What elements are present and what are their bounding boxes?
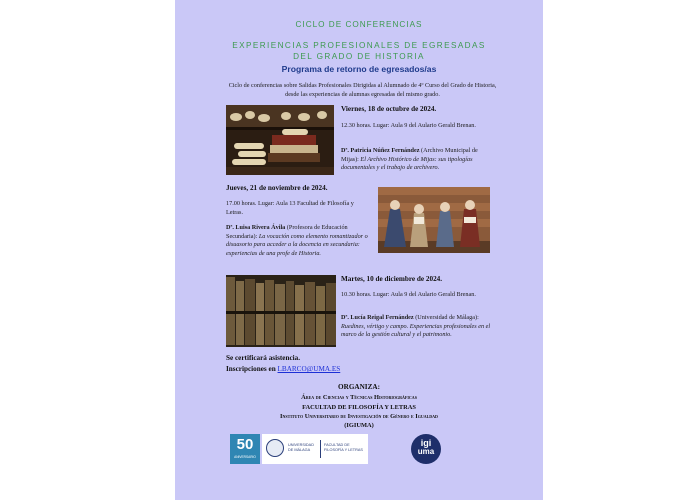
event-2-affiliation: (Profesora de Educación Secundaria):	[226, 224, 348, 240]
faculty-text-1: FACULTAD DE	[324, 443, 350, 447]
medieval-scholars-illustration	[378, 187, 490, 253]
event-2-speaker: Dª. Luisa Rivera Ávila	[226, 224, 286, 231]
registration-line	[226, 365, 340, 373]
organiza-heading: ORGANIZA:	[338, 383, 380, 391]
uma-seal-icon	[266, 439, 284, 457]
anniversary-number: 50	[236, 436, 254, 453]
title-line-1: EXPERIENCIAS PROFESIONALES DE EGRESADAS	[232, 41, 486, 50]
igiuma-line-2: uma	[417, 447, 435, 456]
event-3-speaker: Dª. Lucía Reigal Fernández	[341, 314, 414, 321]
igiuma-logo	[411, 434, 441, 464]
archive-shelves-photo	[226, 275, 336, 347]
event-2-time-place: 17.00 horas. Lugar: Aula 13 Facultad de Filosofía y Letras.	[226, 200, 354, 216]
igiuma-line-1: igi	[420, 438, 432, 448]
event-1-time-place: 12.30 horas. Lugar: Aula 9 del Aulario Gerald Brenan.	[341, 122, 476, 129]
event-3-details	[341, 314, 493, 340]
event-3-affiliation: (Universidad de Málaga):	[415, 314, 479, 321]
event-1-talk: El Archivo Histórico de Mijas: sus tipologías documentales y el trabajo de archivero.	[341, 155, 473, 172]
event-2-details	[226, 224, 371, 258]
event-1-date: Viernes, 18 de octubre de 2024.	[341, 105, 437, 113]
anniversary-50-logo	[230, 434, 260, 464]
registration-email-link[interactable]: LBARCO@UMA.ES	[277, 365, 341, 373]
event-1-speaker: Dª. Patricia Núñez Fernández	[341, 147, 420, 154]
title-line-2: DEL GRADO DE HISTORIA	[293, 52, 425, 61]
logo-divider	[320, 440, 321, 458]
poster	[175, 0, 543, 500]
organizer-area: Área de Ciencias y Técnicas Historiográficas	[301, 394, 417, 401]
event-2-talk: La vocación como elemento romantizador o disuasorio para acceder a la docencia en secundaria: experiencias de una profe de Historia.	[226, 232, 368, 257]
event-3-time-place: 10.30 horas. Lugar: Aula 9 del Aulario Gerald Brenan.	[341, 291, 476, 298]
rolled-documents-photo	[226, 105, 334, 175]
faculty-text-2: FILOSOFÍA Y LETRAS	[324, 448, 363, 452]
attendance-certification: Se certificará asistencia.	[226, 354, 301, 362]
registration-label: Inscripciones en	[226, 365, 276, 373]
uma-text-1: UNIVERSIDAD	[288, 443, 314, 447]
event-3-talk: Ruedines, vértigo y campo. Experiencias profesionales en el marco de la gestión cultural y el patrimonio.	[341, 322, 491, 339]
organizer-faculty: FACULTAD DE FILOSOFÍA Y LETRAS	[302, 404, 416, 411]
anniversary-text: ANIVERSARIO	[234, 455, 256, 459]
event-1-details	[341, 147, 493, 173]
event-2-date: Jueves, 21 de noviembre de 2024.	[226, 184, 328, 192]
page-subtitle: Programa de retorno de egresados/as	[281, 64, 437, 74]
series-label: CICLO DE CONFERENCIAS	[295, 20, 423, 29]
uma-text-2: DE MÁLAGA	[288, 448, 311, 452]
event-1-affiliation: (Archivo Municipal de Mijas):	[341, 147, 478, 163]
faculty-text-block	[324, 443, 363, 453]
organizer-institute: Instituto Universitario de Investigación de Género e Igualdad	[280, 413, 438, 420]
event-3-date: Martes, 10 de diciembre de 2024.	[341, 275, 443, 283]
uma-text-block	[288, 443, 314, 453]
organizer-igiuma: (IGIUMA)	[344, 422, 374, 429]
uma-faculty-logo	[262, 434, 368, 464]
intro-text: Ciclo de conferencias sobre Salidas Profesionales Dirigidas al Alumnado de 4º Curso del Grado de Historia, desde las experiencias de alumnas egresadas del mismo grado.	[228, 82, 497, 98]
